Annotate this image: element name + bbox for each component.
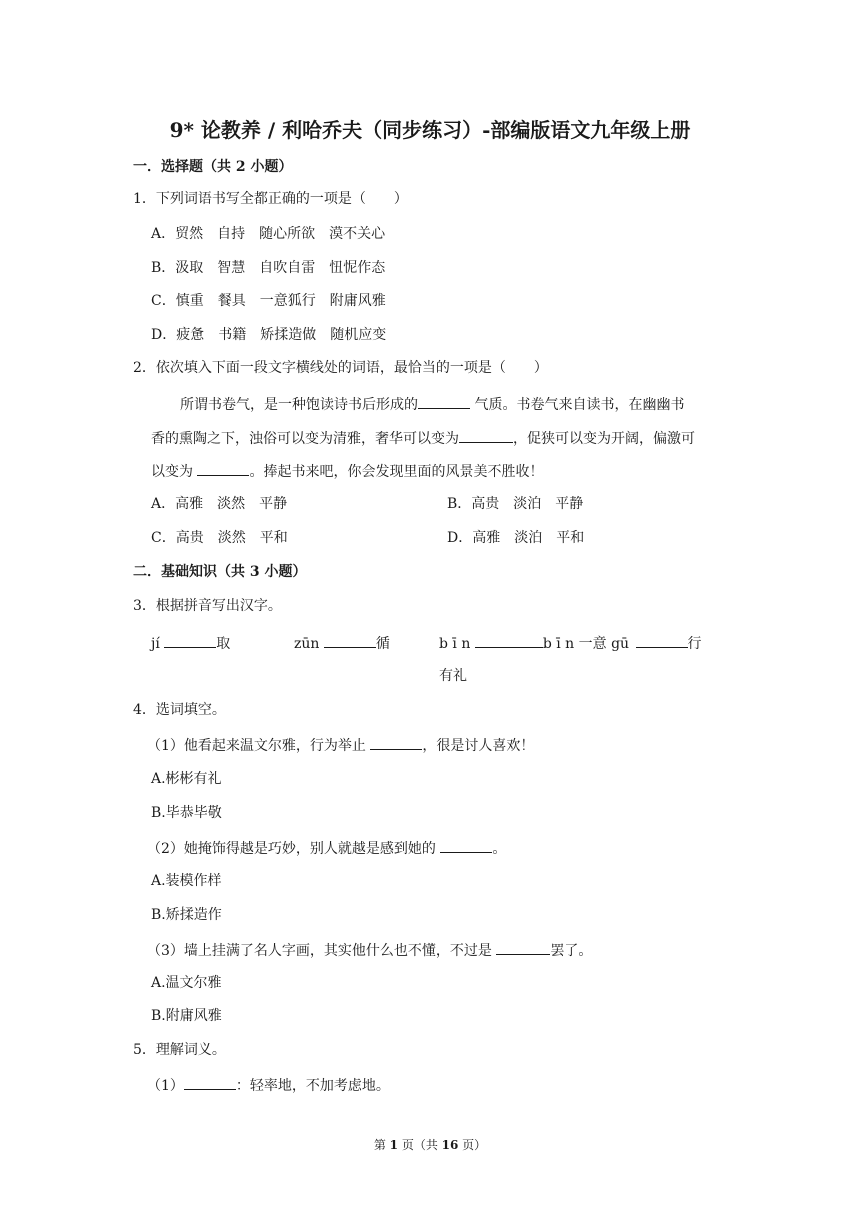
question-2-passage-line-1: [180, 393, 684, 415]
question-1-option-d: D．疲惫 书籍 矫揉造做 随机应变: [151, 327, 387, 343]
answer-blank: [164, 632, 216, 648]
pinyin-item-1: jí 取: [151, 632, 230, 654]
section-heading-basics: 二．基础知识（共 3 小题）: [133, 564, 307, 580]
passage-text: ，促狭可以变为开阔，偏激可: [513, 431, 695, 447]
page-title: 9* 论教养 / 利哈乔夫（同步练习）-部编版语文九年级上册: [169, 118, 691, 142]
answer-blank: [475, 632, 543, 648]
question-4-sub-1-option-b: B.毕恭毕敬: [151, 805, 222, 821]
answer-blank: [459, 427, 513, 443]
pinyin-item-2: zūn 循: [294, 632, 390, 654]
question-4-sub-3-option-b: B.附庸风雅: [151, 1008, 222, 1024]
question-4-sub-1-option-a: A.彬彬有礼: [151, 771, 222, 787]
answer-blank: [184, 1074, 236, 1090]
question-4-sub-1: （1）他看起来温文尔雅，行为举止 ，很是讨人喜欢！: [147, 734, 534, 756]
question-2-passage-line-3: [151, 460, 543, 482]
pinyin-item-3-continued: 有礼: [439, 668, 467, 684]
answer-blank: [440, 837, 492, 853]
question-1-option-a: A．贸然 自持 随心所欲 漠不关心: [151, 226, 386, 242]
question-5-sub-1: （1） ：轻率地，不加考虑地。: [147, 1074, 390, 1096]
pinyin-item-3: b ī n b ī n 一意 gū 行: [439, 632, 702, 654]
question-4-sub-3: （3）墙上挂满了名人字画，其实他什么也不懂，不过是 罢了。: [147, 939, 592, 961]
passage-text: 。捧起书来吧，你会发现里面的风景美不胜收！: [249, 464, 544, 480]
question-4-sub-2: （2）她掩饰得越是巧妙，别人就越是感到她的 。: [147, 837, 506, 859]
answer-blank: [496, 939, 550, 955]
passage-text: 以变为: [151, 464, 198, 480]
question-1-option-c: C．慎重 餐具 一意狐行 附庸风雅: [151, 293, 386, 309]
passage-text: 所谓书卷气，是一种饱读诗书后形成的: [180, 397, 418, 413]
question-1-option-b: B．汲取 智慧 自吹自雷 忸怩作态: [151, 260, 386, 276]
question-2-option-d: D．高雅 淡泊 平和: [447, 530, 585, 546]
answer-blank: [636, 632, 688, 648]
question-2-option-b: B．高贵 淡泊 平静: [447, 496, 584, 512]
page-number: 1: [389, 1138, 398, 1152]
passage-text: 香的熏陶之下，浊俗可以变为清雅，奢华可以变为: [151, 431, 459, 447]
answer-blank: [197, 460, 249, 476]
question-4-sub-2-option-b: B.矫揉造作: [151, 907, 222, 923]
page-footer: 第 1 页（共 16 页）: [373, 1138, 487, 1152]
question-4-stem: 4．选词填空。: [133, 702, 226, 718]
question-3-stem: 3．根据拼音写出汉字。: [133, 598, 282, 614]
section-heading-choice: 一．选择题（共 2 小题）: [133, 159, 293, 175]
question-4-sub-2-option-a: A.装模作样: [151, 873, 222, 889]
question-2-option-a: A．高雅 淡然 平静: [151, 496, 288, 512]
question-4-sub-3-option-a: A.温文尔雅: [151, 975, 222, 991]
question-2-stem: 2．依次填入下面一段文字横线处的词语，最恰当的一项是（ ）: [133, 360, 548, 376]
question-2-passage-line-2: [151, 427, 695, 449]
question-1-stem: 1．下列词语书写全都正确的一项是（ ）: [133, 191, 408, 207]
question-2-option-c: C．高贵 淡然 平和: [151, 530, 288, 546]
answer-blank: [370, 734, 422, 750]
passage-text: 气质。书卷气来自读书，在幽幽书: [470, 397, 685, 413]
answer-blank: [418, 393, 470, 409]
answer-blank: [324, 632, 376, 648]
total-pages: 16: [441, 1138, 459, 1152]
question-5-stem: 5．理解词义。: [133, 1042, 226, 1058]
